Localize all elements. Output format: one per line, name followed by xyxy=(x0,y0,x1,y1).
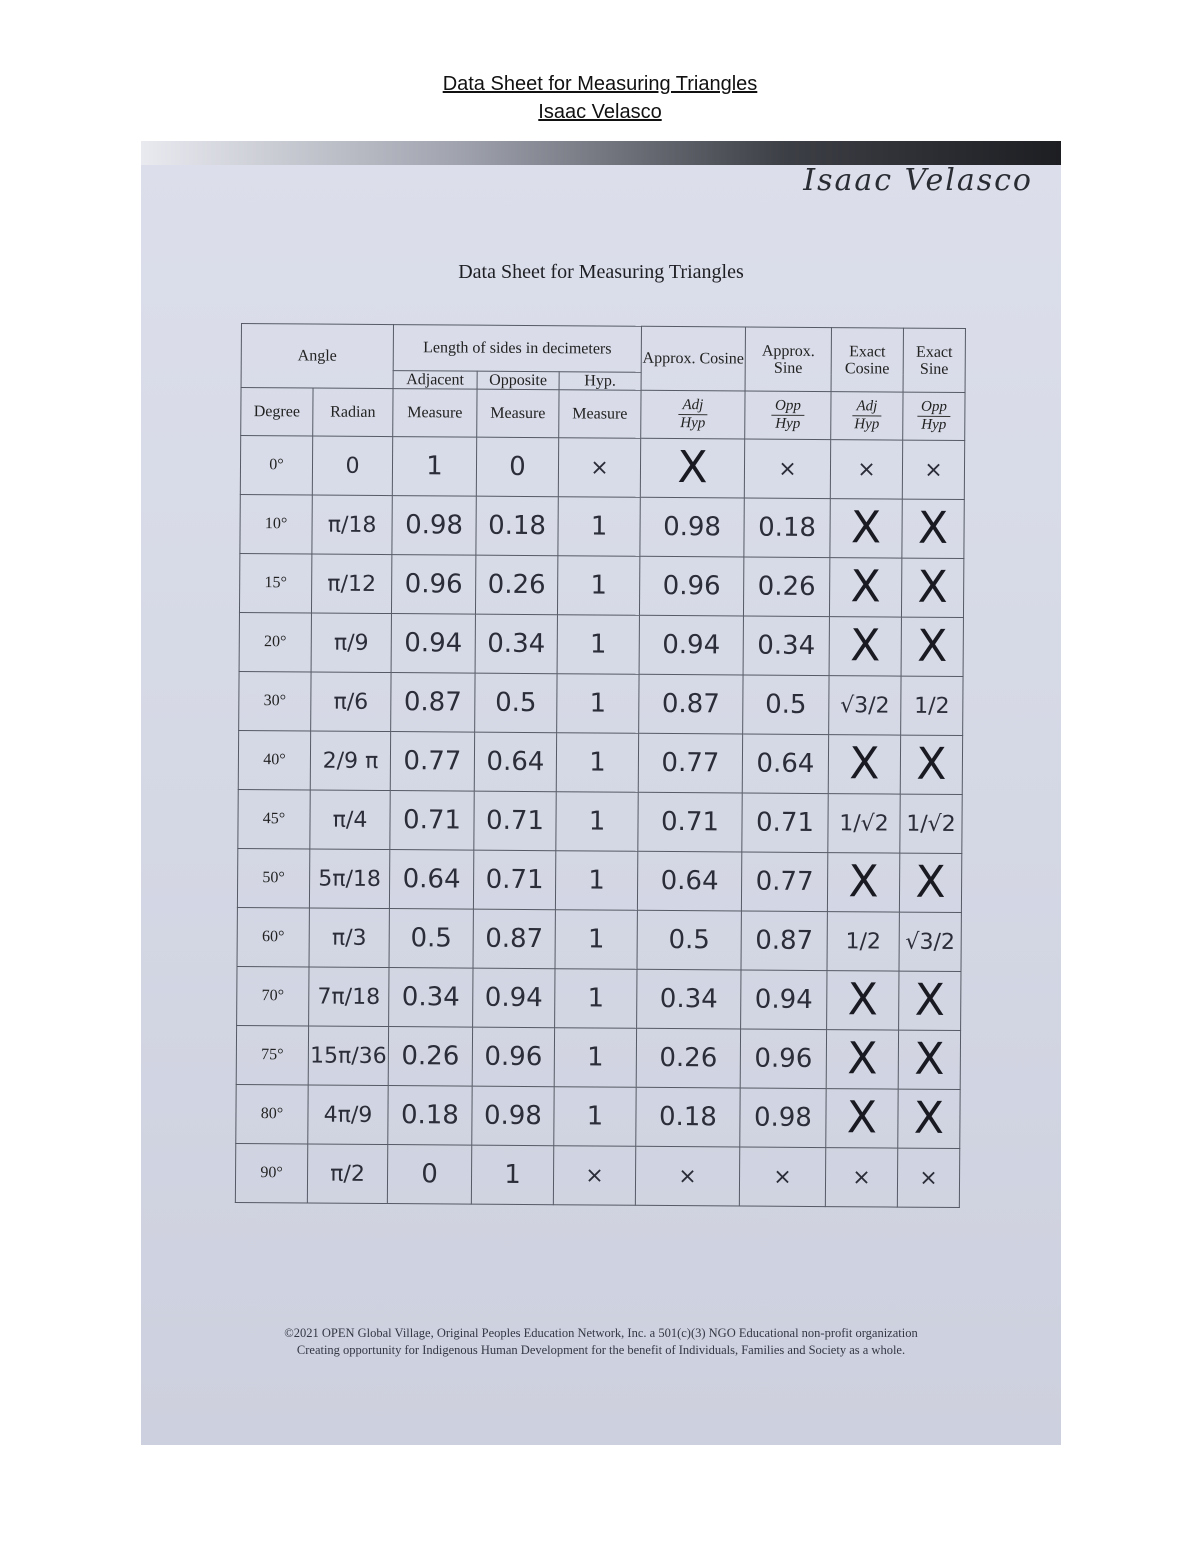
cell-hyp: 1 xyxy=(554,1087,636,1147)
cell-exact-cos: X xyxy=(826,1030,898,1090)
cell-approx-cos: 0.26 xyxy=(636,1028,740,1088)
approx-sine-header: Approx. Sine xyxy=(745,327,831,392)
cell-approx-sin: 0.34 xyxy=(743,616,829,676)
cell-degree: 40° xyxy=(238,730,310,790)
cell-exact-sin: X xyxy=(902,499,964,558)
cell-radian: 15π/36 xyxy=(308,1026,388,1086)
cell-hyp: 1 xyxy=(555,851,637,911)
cell-hyp: 1 xyxy=(556,733,638,793)
cell-approx-cos: 0.94 xyxy=(639,615,743,675)
table-row xyxy=(239,612,963,676)
cell-opposite: 0.26 xyxy=(475,555,557,615)
cell-adjacent: 0.5 xyxy=(389,909,473,969)
cell-hyp: × xyxy=(553,1146,635,1206)
cell-opposite: 0.34 xyxy=(475,614,557,674)
cell-degree: 0° xyxy=(240,436,312,496)
opposite-measure-header: Measure xyxy=(477,389,559,438)
cell-approx-sin: 0.71 xyxy=(742,793,828,853)
table-row xyxy=(235,1143,959,1207)
table-row xyxy=(239,671,963,735)
table-row xyxy=(237,907,961,971)
cell-approx-cos: 0.96 xyxy=(639,556,743,616)
cell-radian: π/18 xyxy=(312,495,392,555)
cell-degree: 70° xyxy=(237,966,309,1026)
cell-radian: π/6 xyxy=(311,672,391,732)
opp-over-hyp-ratio: $\frac{\text{Opp}}{\text{Hyp}}$ xyxy=(771,398,805,433)
cell-radian: π/2 xyxy=(307,1144,387,1204)
cell-hyp: 1 xyxy=(554,1028,636,1088)
table-row xyxy=(237,966,961,1030)
cell-approx-sin: 0.64 xyxy=(742,734,828,794)
radian-header: Radian xyxy=(313,388,393,437)
cell-adjacent: 0.87 xyxy=(391,673,475,733)
adjacent-measure-header: Measure xyxy=(393,389,477,438)
cell-approx-cos: 0.18 xyxy=(636,1087,740,1147)
worksheet-photo xyxy=(141,141,1061,1445)
cell-adjacent: 0.77 xyxy=(390,732,474,792)
cell-exact-cos: X xyxy=(830,499,902,559)
cell-radian: π/9 xyxy=(311,613,391,673)
exact-cosine-header: Exact Cosine xyxy=(831,328,903,393)
cell-approx-sin: 0.18 xyxy=(744,498,830,558)
cell-approx-sin: 0.26 xyxy=(743,557,829,617)
cell-exact-cos: √3/2 xyxy=(829,676,901,736)
measurement-table xyxy=(235,323,966,1208)
cell-degree: 60° xyxy=(237,907,309,967)
cell-exact-cos: 1/√2 xyxy=(828,794,900,854)
length-group-header: Length of sides in decimeters xyxy=(393,325,641,373)
cell-degree: 80° xyxy=(236,1084,308,1144)
cell-approx-cos: 0.98 xyxy=(640,497,744,557)
cell-radian: 2/9 π xyxy=(310,731,390,791)
cell-radian: 0 xyxy=(312,436,392,496)
cell-adjacent: 0.98 xyxy=(392,496,476,556)
table-row xyxy=(240,494,964,558)
cell-exact-cos: X xyxy=(829,617,901,677)
cell-exact-sin: X xyxy=(900,735,962,794)
cell-approx-sin: 0.87 xyxy=(741,911,827,971)
cell-radian: π/4 xyxy=(310,790,390,850)
cell-exact-sin: X xyxy=(898,1089,960,1148)
cell-exact-cos: × xyxy=(825,1148,897,1208)
cell-adjacent: 0.64 xyxy=(389,850,473,910)
cell-opposite: 0.18 xyxy=(476,496,558,556)
table-row xyxy=(237,848,961,912)
cell-exact-cos: × xyxy=(830,440,902,500)
document-author: Isaac Velasco xyxy=(538,101,662,123)
cell-approx-cos: 0.34 xyxy=(637,969,741,1029)
cell-radian: 7π/18 xyxy=(309,967,389,1027)
cell-exact-cos: X xyxy=(829,558,901,618)
cell-approx-cos: X xyxy=(640,438,744,498)
cell-opposite: 0 xyxy=(476,437,558,497)
cell-exact-sin: 1/√2 xyxy=(900,794,962,853)
degree-header: Degree xyxy=(241,388,313,437)
cell-degree: 45° xyxy=(238,789,310,849)
cell-degree: 50° xyxy=(237,848,309,908)
cell-adjacent: 1 xyxy=(392,437,476,497)
opp-over-hyp-ratio: $\frac{\text{Opp}}{\text{Hyp}}$ xyxy=(917,399,951,434)
hyp-header: Hyp. xyxy=(559,372,641,391)
cell-hyp: × xyxy=(558,438,640,498)
cell-adjacent: 0.94 xyxy=(391,614,475,674)
cell-approx-sin: 0.98 xyxy=(740,1088,826,1148)
cell-adjacent: 0 xyxy=(387,1145,471,1205)
cell-opposite: 0.96 xyxy=(472,1027,554,1087)
cell-exact-cos: X xyxy=(827,971,899,1031)
cell-approx-cos: 0.64 xyxy=(637,851,741,911)
cell-hyp: 1 xyxy=(555,969,637,1029)
copyright-footer xyxy=(141,1325,1061,1359)
cell-exact-cos: X xyxy=(826,1089,898,1149)
cell-approx-sin: × xyxy=(739,1147,825,1207)
table-row xyxy=(238,789,962,853)
cell-exact-sin: X xyxy=(898,1030,960,1089)
handwritten-signature: Isaac Velasco xyxy=(803,163,1033,198)
adj-over-hyp-ratio: $\frac{\text{Adj}}{\text{Hyp}}$ xyxy=(852,398,881,433)
cell-exact-sin: X xyxy=(901,617,963,676)
cell-approx-cos: 0.77 xyxy=(638,733,742,793)
hyp-measure-header: Measure xyxy=(559,390,641,439)
cell-hyp: 1 xyxy=(555,910,637,970)
approx-cosine-header: Approx. Cosine xyxy=(641,326,745,391)
cell-opposite: 0.98 xyxy=(472,1086,554,1146)
footer-line-1: ©2021 OPEN Global Village, Original Peoples Education Network, Inc. a 501(c)(3) NGO Educational non-profit organization xyxy=(284,1326,918,1340)
cell-exact-cos: 1/2 xyxy=(827,912,899,972)
cell-opposite: 0.64 xyxy=(474,732,556,792)
document-title: Data Sheet for Measuring Triangles xyxy=(442,73,758,95)
cell-opposite: 0.71 xyxy=(473,850,555,910)
cell-approx-sin: 0.96 xyxy=(740,1029,826,1089)
cell-approx-cos: 0.87 xyxy=(639,674,743,734)
cell-opposite: 0.94 xyxy=(473,968,555,1028)
cell-degree: 15° xyxy=(239,553,311,613)
adj-over-hyp-ratio: $\frac{\text{Adj}}{\text{Hyp}}$ xyxy=(678,397,707,432)
cell-exact-sin: X xyxy=(899,853,961,912)
cell-hyp: 1 xyxy=(556,792,638,852)
table-row xyxy=(236,1084,960,1148)
table-row xyxy=(240,436,964,500)
cell-hyp: 1 xyxy=(557,615,639,675)
cell-opposite: 0.87 xyxy=(473,909,555,969)
cell-exact-sin: X xyxy=(899,971,961,1030)
cell-exact-cos: X xyxy=(827,853,899,913)
exact-sine-header: Exact Sine xyxy=(903,328,965,392)
cell-exact-sin: √3/2 xyxy=(899,912,961,971)
cell-radian: 5π/18 xyxy=(309,849,389,909)
cell-adjacent: 0.18 xyxy=(388,1086,472,1146)
cell-degree: 75° xyxy=(236,1025,308,1085)
cell-radian: 4π/9 xyxy=(308,1085,388,1145)
cell-approx-cos: 0.5 xyxy=(637,910,741,970)
cell-degree: 10° xyxy=(240,494,312,554)
cell-adjacent: 0.34 xyxy=(389,968,473,1028)
cell-exact-sin: 1/2 xyxy=(901,676,963,735)
cell-hyp: 1 xyxy=(558,497,640,557)
cell-adjacent: 0.71 xyxy=(390,791,474,851)
cell-degree: 20° xyxy=(239,612,311,672)
table-row xyxy=(238,730,962,794)
footer-line-2: Creating opportunity for Indigenous Human Development for the benefit of Individuals, Families and Society as a whole. xyxy=(296,1343,906,1357)
cell-exact-sin: × xyxy=(897,1148,959,1207)
table-row xyxy=(239,553,963,617)
cell-radian: π/3 xyxy=(309,908,389,968)
cell-approx-sin: 0.94 xyxy=(741,970,827,1030)
cell-hyp: 1 xyxy=(557,674,639,734)
table-row xyxy=(236,1025,960,1089)
cell-approx-sin: × xyxy=(744,439,830,499)
cell-approx-cos: 0.71 xyxy=(638,792,742,852)
cell-adjacent: 0.26 xyxy=(388,1027,472,1087)
cell-degree: 30° xyxy=(239,671,311,731)
cell-opposite: 0.5 xyxy=(475,673,557,733)
cell-adjacent: 0.96 xyxy=(391,555,475,615)
cell-exact-cos: X xyxy=(828,735,900,795)
opposite-header: Opposite xyxy=(477,371,559,390)
cell-approx-sin: 0.77 xyxy=(741,852,827,912)
cell-degree: 90° xyxy=(235,1143,307,1203)
sheet-title: Data Sheet for Measuring Triangles xyxy=(458,261,744,283)
cell-exact-sin: × xyxy=(902,440,964,499)
angle-header: Angle xyxy=(241,324,393,389)
adjacent-header: Adjacent xyxy=(393,371,477,390)
cell-hyp: 1 xyxy=(557,556,639,616)
cell-approx-cos: × xyxy=(635,1146,739,1206)
cell-radian: π/12 xyxy=(311,554,391,614)
photo-top-edge xyxy=(141,141,1061,165)
cell-exact-sin: X xyxy=(901,558,963,617)
cell-opposite: 0.71 xyxy=(474,791,556,851)
cell-approx-sin: 0.5 xyxy=(743,675,829,735)
cell-opposite: 1 xyxy=(471,1145,553,1205)
